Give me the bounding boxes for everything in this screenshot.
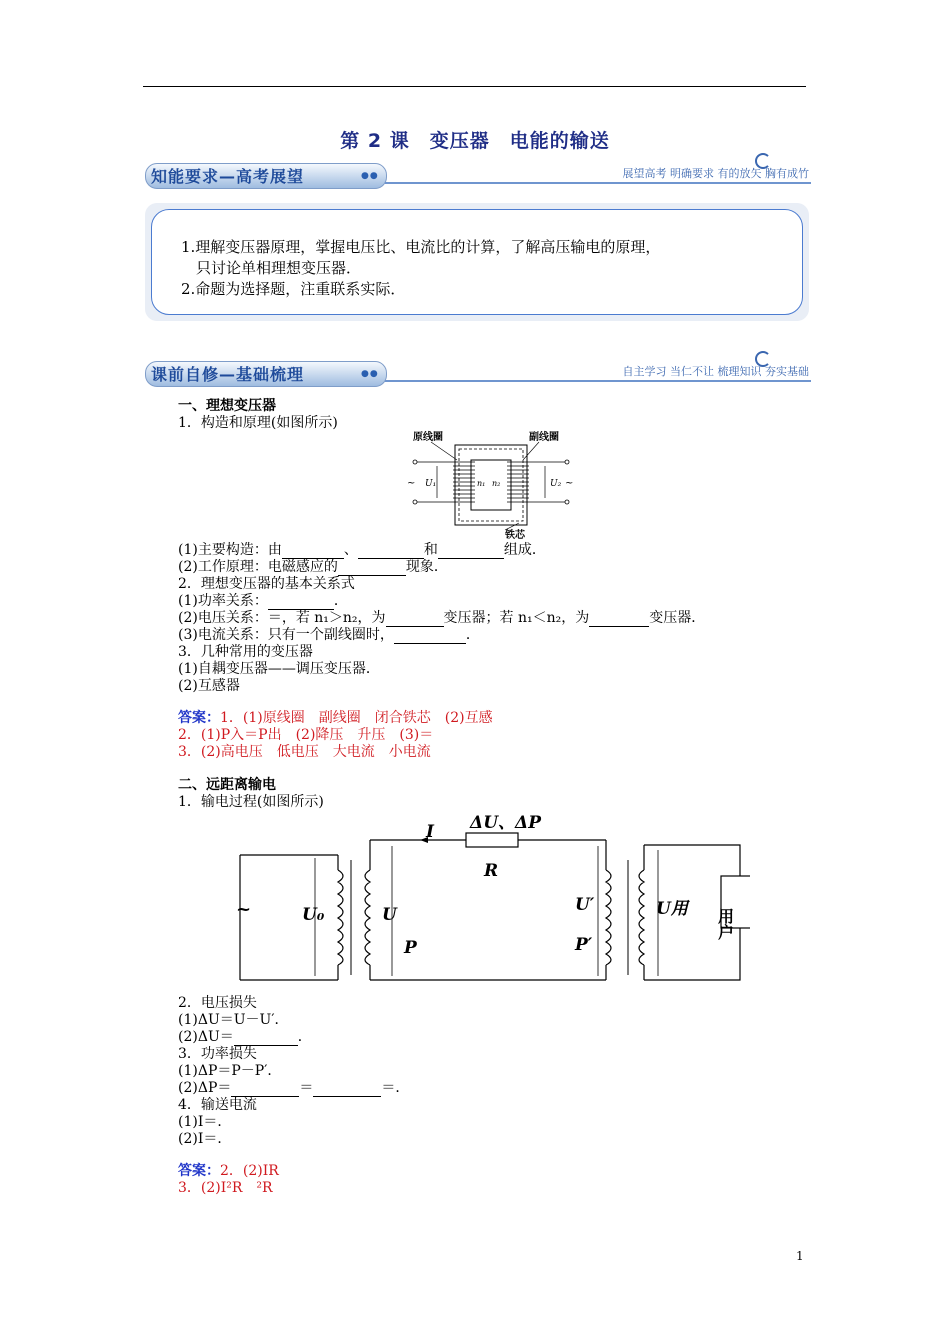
banner-label: 课前自修—基础梳理: [151, 365, 305, 384]
ac-source-icon: ~: [236, 899, 252, 920]
answer-block-1: [178, 710, 493, 727]
u-label: U: [382, 905, 397, 925]
page-number: 1: [796, 1249, 804, 1263]
question-v2: [178, 1029, 312, 1046]
q-text: (1)功率关系：: [178, 593, 268, 609]
answer-line: 3．(2)高电压 低电压 大电流 小电流: [178, 744, 431, 760]
section2-item3: 3．功率损失: [178, 1046, 257, 1062]
secondary-coil-label: 副线圈: [529, 432, 559, 443]
fill-blank[interactable]: [268, 596, 334, 610]
transformer-figure: [405, 430, 580, 545]
requirements-box: [145, 203, 809, 321]
section-banner-basics: [145, 359, 811, 387]
q-text: ＝: [299, 1080, 314, 1096]
fill-blank[interactable]: [589, 613, 649, 627]
fill-blank[interactable]: [231, 1083, 299, 1097]
requirement-line: 只讨论单相理想变压器．: [181, 259, 362, 277]
primary-coil: [453, 462, 475, 502]
primary-coil-label: 原线圈: [413, 432, 443, 443]
ac-output-icon: ~: [565, 478, 574, 489]
q-text: 和: [423, 542, 438, 558]
step-down-primary-coil: [606, 870, 611, 965]
core-label: 铁芯: [505, 530, 525, 541]
banner-line: [385, 380, 811, 382]
fill-blank[interactable]: [386, 613, 444, 627]
requirements-list: [181, 237, 660, 300]
answer-block-2: [178, 1163, 279, 1180]
question-2c: [178, 627, 480, 644]
n2-label: n₂: [492, 479, 501, 488]
question-1b: [178, 559, 448, 576]
q-text: ．: [465, 627, 480, 643]
q-text: (2)电压关系：＝，若 n₁＞n₂，为: [178, 610, 386, 626]
fill-blank[interactable]: [438, 545, 504, 559]
step-up-secondary-coil: [365, 870, 370, 965]
core-outer: [455, 445, 527, 525]
fill-blank[interactable]: [358, 545, 424, 559]
question-p1: (1)ΔP＝P－P′．: [178, 1063, 282, 1079]
u2-label: U₂: [550, 479, 562, 489]
answer-line: 3．(2)I²R ²R: [178, 1180, 273, 1196]
section1-item1: 1．构造和原理(如图所示): [178, 415, 338, 431]
q-text: ＝．: [381, 1080, 410, 1096]
u-prime-label: U′: [575, 895, 595, 915]
section1-item3: 3．几种常用的变压器: [178, 644, 313, 660]
q-text: (2)ΔU＝: [178, 1029, 234, 1045]
line-resistor: [466, 833, 518, 847]
question-c1: (1)I＝．: [178, 1114, 232, 1130]
fill-blank[interactable]: [282, 545, 344, 559]
answer-line: 1．(1)原线圈 副线圈 闭合铁芯 (2)互感: [220, 710, 493, 726]
q-text: (2)ΔP＝: [178, 1080, 232, 1096]
u0-label: U₀: [302, 905, 325, 925]
banner-slogan: 自主学习 当仁不让 梳理知识 夯实基础: [622, 365, 809, 378]
p-prime-label: P′: [575, 935, 593, 955]
q-text: 现象．: [405, 559, 448, 575]
requirement-line: 1.理解变压器原理，掌握电压比、电流比的计算，了解高压输电的原理，: [181, 238, 661, 256]
answer-label: 答案：: [178, 710, 220, 726]
n1-label: n₁: [477, 479, 486, 488]
dots-icon: ●●: [361, 369, 379, 379]
question-p2: [178, 1080, 409, 1097]
secondary-coil: [507, 462, 529, 502]
fill-blank[interactable]: [338, 562, 406, 576]
question-2b: [178, 610, 705, 627]
u1-label: U₁: [425, 479, 437, 489]
section-banner-requirements: [145, 161, 811, 189]
p-label: P: [404, 938, 417, 958]
section1-heading: 一、理想变压器: [178, 398, 276, 414]
page-title: 第 2 课 变压器 电能的输送: [340, 130, 610, 152]
step-up-primary-coil: [338, 870, 343, 965]
section2-item2: 2．电压损失: [178, 995, 257, 1011]
u-user-label: U用: [656, 899, 688, 919]
step-down-secondary-coil: [639, 870, 644, 965]
question-v1: (1)ΔU＝U－U′．: [178, 1012, 289, 1028]
question-1a: [178, 542, 546, 559]
resistance-label: R: [484, 861, 499, 881]
q-text: 组成．: [503, 542, 546, 558]
fill-blank[interactable]: [313, 1083, 381, 1097]
question-3a: (1)自耦变压器——调压变压器．: [178, 661, 380, 677]
q-text: 变压器．: [649, 610, 706, 626]
user-label: 用户: [715, 908, 735, 940]
q-text: 、: [343, 542, 358, 558]
q-text: ．: [297, 1029, 312, 1045]
answer-label: 答案：: [178, 1163, 220, 1179]
q-text: 变压器；若 n₁＜n₂，为: [443, 610, 590, 626]
answer-line: 2．(1)P入＝P出 (2)降压 升压 (3)＝: [178, 727, 434, 743]
q-text: (1)主要构造：由: [178, 542, 282, 558]
current-label: I: [426, 822, 434, 842]
question-3b: (2)互感器: [178, 678, 240, 694]
question-2a: [178, 593, 348, 610]
question-c2: (2)I＝．: [178, 1131, 232, 1147]
requirement-line: 2.命题为选择题，注重联系实际．: [181, 280, 406, 298]
section2-item1: 1．输电过程(如图所示): [178, 794, 324, 810]
answer-line: 2．(2)IR: [220, 1163, 279, 1179]
loss-label: ΔU、ΔP: [470, 813, 541, 833]
banner-line: [385, 182, 811, 184]
header-rule: [143, 86, 806, 87]
q-text: (3)电流关系：只有一个副线圈时，: [178, 627, 394, 643]
q-text: ．: [333, 593, 348, 609]
section1-item2: 2．理想变压器的基本关系式: [178, 576, 355, 592]
section2-heading: 二、远距离输电: [178, 777, 276, 793]
section2-item4: 4．输送电流: [178, 1097, 257, 1113]
dots-icon: ●●: [361, 171, 379, 181]
fill-blank[interactable]: [234, 1032, 298, 1046]
q-text: (2)工作原理：电磁感应的: [178, 559, 338, 575]
banner-slogan: 展望高考 明确要求 有的放矢 胸有成竹: [622, 167, 809, 180]
fill-blank[interactable]: [394, 630, 466, 644]
transmission-figure: [230, 810, 750, 985]
banner-label: 知能要求—高考展望: [151, 167, 305, 186]
ac-source-icon: ~: [407, 478, 416, 489]
